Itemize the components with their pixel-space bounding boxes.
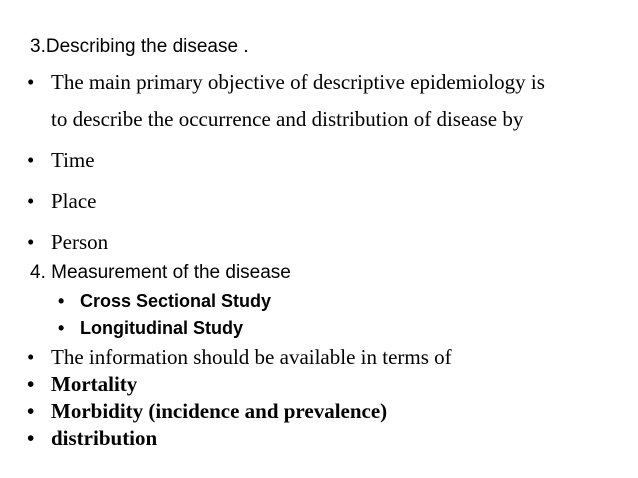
information-item-label: Mortality bbox=[51, 372, 138, 396]
bullet-icon: • bbox=[27, 426, 35, 450]
information-intro bbox=[27, 345, 452, 370]
bullet-icon: • bbox=[27, 148, 35, 172]
dimension-person bbox=[27, 230, 108, 255]
information-item-distribution bbox=[27, 426, 157, 451]
section-4-heading: 4. Measurement of the disease bbox=[30, 262, 291, 283]
study-type-longitudinal bbox=[58, 318, 243, 339]
information-item-morbidity bbox=[27, 399, 387, 424]
dimension-label: Person bbox=[51, 230, 109, 254]
objective-line-2: to describe the occurrence and distribution of disease by bbox=[51, 107, 524, 131]
bullet-icon: • bbox=[27, 230, 35, 254]
information-item-label: Morbidity (incidence and prevalence) bbox=[51, 399, 388, 423]
dimension-time bbox=[27, 148, 95, 173]
bullet-icon: • bbox=[27, 70, 35, 94]
information-intro-text: The information should be available in terms of bbox=[51, 345, 452, 369]
objective-bullet bbox=[27, 70, 545, 95]
study-type-cross-sectional bbox=[58, 291, 271, 312]
bullet-icon: • bbox=[58, 318, 65, 338]
bullet-icon: • bbox=[27, 372, 35, 396]
information-item-label: distribution bbox=[51, 426, 158, 450]
section-3-heading: 3.Describing the disease . bbox=[30, 36, 249, 57]
study-type-label: Cross Sectional Study bbox=[80, 291, 272, 311]
information-item-mortality bbox=[27, 372, 137, 397]
study-type-label: Longitudinal Study bbox=[80, 318, 243, 338]
dimension-place bbox=[27, 189, 96, 214]
bullet-icon: • bbox=[27, 189, 35, 213]
dimension-label: Place bbox=[51, 189, 97, 213]
bullet-icon: • bbox=[58, 291, 65, 311]
dimension-label: Time bbox=[51, 148, 95, 172]
bullet-icon: • bbox=[27, 345, 35, 369]
bullet-icon: • bbox=[27, 399, 35, 423]
objective-line-1: The main primary objective of descriptive epidemiology is bbox=[51, 70, 545, 94]
